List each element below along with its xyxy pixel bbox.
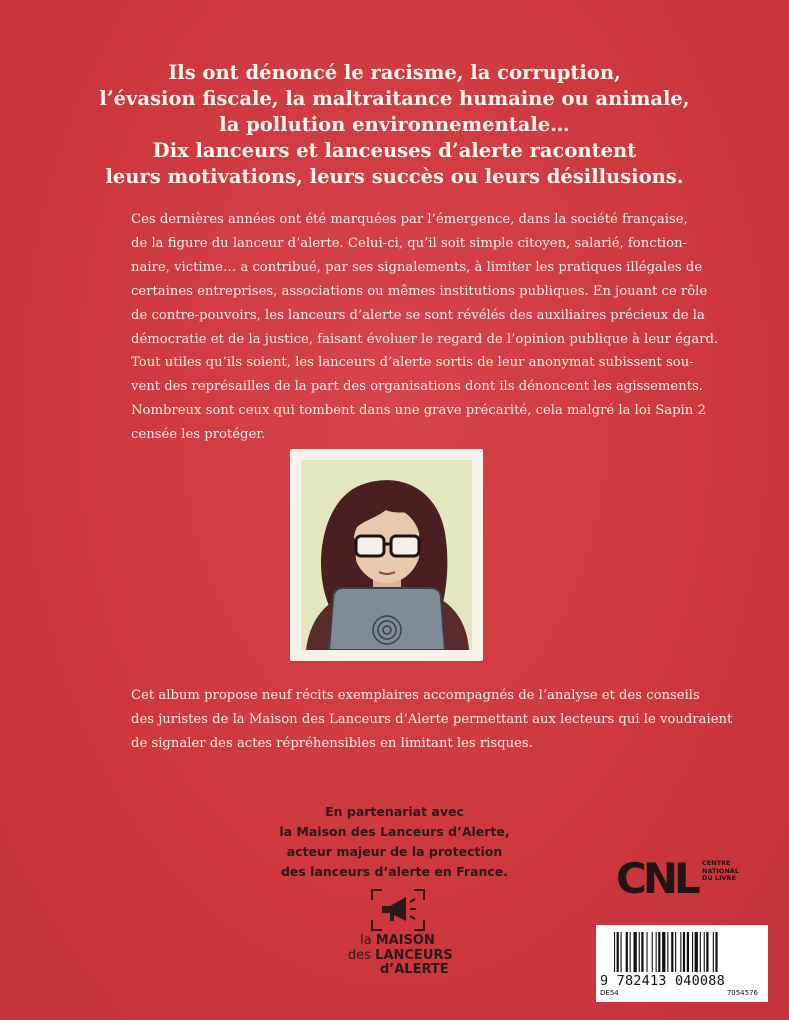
barcode-bar <box>675 932 676 972</box>
barcode-bar <box>621 932 622 972</box>
intro-paragraph <box>131 208 719 447</box>
partnership-line: la Maison des Lanceurs d’Alerte, <box>279 824 510 839</box>
cnl-subtitle <box>702 860 739 883</box>
headline-line: Dix lanceurs et lanceuses d’alerte racontent <box>152 139 637 162</box>
paragraph-line: Tout utiles qu’ils soient, les lanceurs d’alerte sortis de leur anonymat subissent sou- <box>131 355 694 371</box>
mla-logo-text <box>340 934 460 978</box>
barcode-bar <box>695 932 698 972</box>
barcode-bar <box>656 932 657 972</box>
headline-line: la pollution environnementale… <box>219 113 570 136</box>
barcode-bars <box>614 932 750 972</box>
barcode-bar <box>614 932 615 972</box>
paragraph-line: Nombreux sont ceux qui tombent dans une grave précarité, cela malgré la loi Sapin 2 <box>131 403 706 419</box>
barcode-bar <box>715 932 717 972</box>
barcode-bar <box>667 932 668 972</box>
headline-line: Ils ont dénoncé le racisme, la corruption, <box>168 61 621 84</box>
paragraph-line: démocratie et de la justice, faisant évoluer le regard de l’opinion publique à leur égard. <box>131 331 719 347</box>
partnership-line: En partenariat avec <box>325 804 464 819</box>
headline <box>60 60 729 190</box>
paragraph-line: naire, victime… a contribué, par ses signalements, à limiter les pratiques illégales de <box>131 259 703 275</box>
barcode-bar <box>704 932 705 972</box>
headline-line: leurs motivations, leurs succès ou leurs désillusions. <box>105 165 684 188</box>
mla-word: MAISON <box>375 933 435 948</box>
megaphone-icon <box>352 886 442 934</box>
barcode-bar <box>647 932 648 972</box>
paragraph-line: de signaler des actes répréhensibles en limitant les risques. <box>131 735 533 751</box>
cnl-letters: CNL <box>616 854 697 903</box>
barcode-bar <box>641 932 643 972</box>
whistleblower-illustration <box>301 460 472 650</box>
partnership-text <box>250 802 539 882</box>
barcode-bar <box>692 932 693 972</box>
barcode-bar <box>713 932 714 972</box>
paragraph-line: des juristes de la Maison des Lanceurs d’Alerte permettant aux lecteurs qui le voudraient <box>131 711 733 727</box>
illustration-frame <box>290 449 483 661</box>
cnl-sub-line: NATIONAL <box>702 866 739 875</box>
paragraph-line: censée les protéger. <box>131 427 266 443</box>
paragraph-line: Ces dernières années ont été marquées par l’émergence, dans la société française, <box>131 212 688 227</box>
barcode <box>596 925 768 1002</box>
barcode-bar <box>706 932 708 972</box>
album-paragraph <box>131 684 733 756</box>
paragraph-line: Cet album propose neuf récits exemplaires accompagnés de l’analyse et des conseils <box>131 688 700 703</box>
paragraph-line: de contre-pouvoirs, les lanceurs d’alerte se sont révélés des auxiliaires précieux de la <box>131 307 705 323</box>
barcode-bar <box>687 932 689 972</box>
cnl-sub-line: DU LIVRE <box>702 874 736 882</box>
barcode-bar <box>639 932 640 972</box>
barcode-bar <box>626 932 628 972</box>
barcode-bar <box>634 932 637 972</box>
barcode-ref: 7054576 <box>726 989 758 997</box>
partnership-line: acteur majeur de la protection <box>286 844 503 859</box>
mla-word: d’ALERTE <box>380 962 449 977</box>
barcode-bar <box>700 932 701 972</box>
cnl-logo <box>616 854 739 903</box>
barcode-bar <box>671 932 673 972</box>
mla-word: des <box>348 947 372 963</box>
barcode-code: DE54 <box>600 989 619 997</box>
paragraph-line: vent des représailles de la part des organisations dont ils dénoncent les agissements. <box>131 379 703 395</box>
barcode-digits: 9 782413 040088 <box>600 973 725 989</box>
barcode-bar <box>662 932 665 972</box>
partnership-line: des lanceurs d’alerte en France. <box>280 864 509 879</box>
cnl-sub-line: CENTRE <box>702 859 731 867</box>
barcode-bar <box>680 932 681 972</box>
paragraph-line: de la figure du lanceur d’alerte. Celui-ci, qu’il soit simple citoyen, salarié, fonction- <box>131 235 688 251</box>
barcode-bar <box>630 932 631 972</box>
mla-word: LANCEURS <box>375 947 453 963</box>
barcode-bar <box>658 932 660 972</box>
barcode-bar <box>683 932 685 972</box>
mla-word: la <box>360 933 372 948</box>
barcode-bar <box>652 932 653 972</box>
barcode-bar <box>617 932 619 972</box>
paragraph-line: certaines entreprises, associations ou mêmes institutions publiques. En jouant ce rôle <box>131 283 708 299</box>
headline-line: l’évasion fiscale, la maltraitance humaine ou animale, <box>99 87 690 110</box>
